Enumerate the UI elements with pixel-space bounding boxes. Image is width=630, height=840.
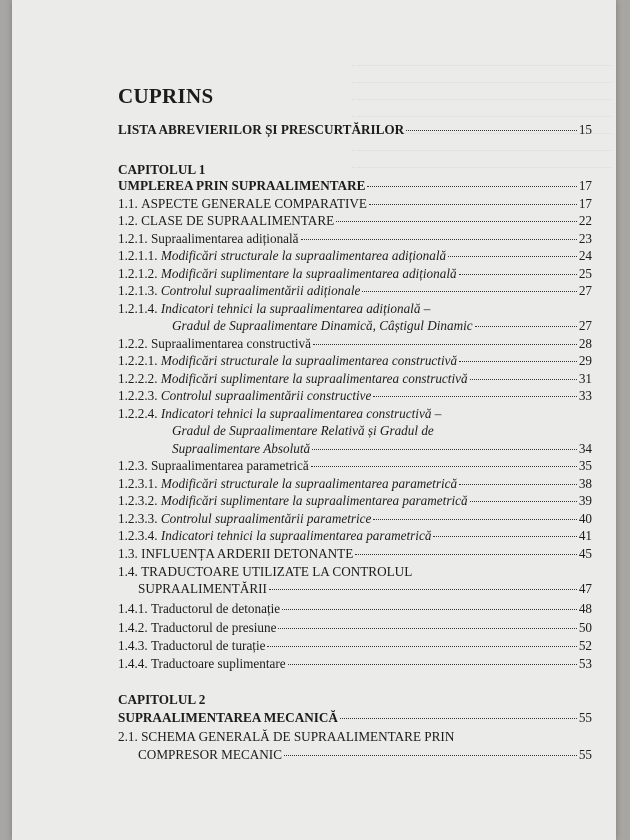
toc-entry-1-2-1[interactable] — [118, 231, 592, 247]
toc-page-number: 48 — [578, 601, 592, 616]
leader-dots — [459, 361, 577, 362]
chapter-heading-2: CAPITOLUL 2 — [118, 692, 206, 707]
leader-dots — [459, 274, 577, 275]
toc-entry-1-3[interactable] — [118, 546, 592, 562]
toc-page-number: 23 — [578, 231, 592, 246]
toc-entry-number: 1.2.1.3. — [118, 283, 158, 298]
toc-entry-1-4-1[interactable] — [118, 601, 592, 617]
leader-dots — [313, 344, 577, 345]
toc-page-number: 40 — [578, 511, 592, 526]
leader-dots — [267, 646, 576, 647]
toc-entry-abbreviations[interactable] — [118, 122, 592, 138]
toc-page-number: 27 — [578, 283, 592, 298]
toc-entry-1-4-4[interactable] — [118, 656, 592, 672]
toc-chapter-1-title[interactable] — [118, 178, 592, 194]
toc-entry-number: 1.2.2.2. — [118, 371, 158, 386]
toc-page-number: 24 — [578, 248, 592, 263]
toc-entry-text: Modificări suplimentare la supraalimentarea parametrică — [160, 493, 468, 508]
toc-page-number: 38 — [578, 476, 592, 491]
toc-entry-text: SUPRAALIMENTAREA MECANICĂ — [118, 710, 338, 725]
leader-dots — [312, 449, 577, 450]
toc-page-number: 25 — [578, 266, 592, 281]
toc-entry-number: 1.2.3.4. — [118, 528, 158, 543]
toc-entry-text: Supraalimentare Absolută — [172, 441, 311, 456]
toc-entry-number: 1.2.1. — [118, 231, 148, 246]
toc-page-number: 29 — [578, 353, 592, 368]
leader-dots — [448, 256, 577, 257]
toc-entry-text: TRADUCTOARE UTILIZATE LA CONTROLUL — [141, 564, 413, 579]
toc-entry-text: Supraalimentarea adițională — [150, 231, 299, 246]
toc-page-number: 31 — [578, 371, 592, 386]
toc-page-number: 28 — [578, 336, 592, 351]
leader-dots — [301, 239, 577, 240]
toc-entry-1-2-2-2[interactable] — [118, 371, 592, 387]
toc-page-number: 22 — [578, 213, 592, 228]
toc-page-number: 34 — [578, 441, 592, 456]
toc-page-number: 53 — [578, 656, 592, 671]
toc-entry-1-2-2-1[interactable] — [118, 353, 592, 369]
toc-entry-text: LISTA ABREVIERILOR ȘI PRESCURTĂRILOR — [118, 122, 405, 137]
toc-entry-text: Modificări suplimentare la supraalimentarea adițională — [160, 266, 457, 281]
leader-dots — [288, 664, 577, 665]
toc-entry-text: Modificări structurale la supraalimentarea adițională — [160, 248, 447, 263]
toc-entry-1-2-1-4[interactable] — [118, 301, 430, 317]
leader-dots — [278, 628, 576, 629]
toc-entry-1-4-2[interactable] — [118, 620, 592, 636]
toc-entry-number: 1.4.2. — [118, 620, 148, 635]
toc-entry-text: Traductoare suplimentare — [150, 656, 286, 671]
toc-entry-1-2-3-1[interactable] — [118, 476, 592, 492]
toc-page-number: 35 — [578, 458, 592, 473]
toc-page-number: 45 — [578, 546, 592, 561]
leader-dots — [282, 609, 577, 610]
toc-entry-1-2-2-4-cont2[interactable] — [172, 441, 592, 457]
toc-entry-1-2-1-4-cont[interactable] — [172, 318, 592, 334]
toc-entry-text: Controlul supraalimentării adiționale — [160, 283, 361, 298]
leader-dots — [433, 536, 576, 537]
leader-dots — [470, 501, 577, 502]
toc-entry-text: Traductorul de turație — [150, 638, 266, 653]
toc-entry-number: 1.2.3.2. — [118, 493, 158, 508]
toc-entry-text: ASPECTE GENERALE COMPARATIVE — [141, 196, 367, 211]
chapter-heading-1: CAPITOLUL 1 — [118, 162, 206, 177]
toc-entry-1-2-1-3[interactable] — [118, 283, 592, 299]
toc-entry-text: Gradul de Supraalimentare Dinamică, Câștigul Dinamic — [172, 318, 473, 333]
toc-entry-1-2-1-2[interactable] — [118, 266, 592, 282]
toc-entry-text: CLASE DE SUPRAALIMENTARE — [141, 213, 335, 228]
toc-entry-number: 1.4. — [118, 564, 138, 579]
toc-page-number: 39 — [578, 493, 592, 508]
toc-page-number: 17 — [578, 178, 592, 193]
leader-dots — [284, 755, 577, 756]
toc-entry-text: Controlul supraalimentării constructive — [160, 388, 372, 403]
toc-page-number: 27 — [578, 318, 592, 333]
toc-entry-number: 1.2.1.4. — [118, 301, 158, 316]
toc-entry-number: 1.2.2. — [118, 336, 148, 351]
toc-page-number: 17 — [578, 196, 592, 211]
toc-entry-1-2-2-4[interactable] — [118, 406, 441, 422]
toc-entry-1-2-3-2[interactable] — [118, 493, 592, 509]
toc-entry-1-2-3[interactable] — [118, 458, 592, 474]
toc-entry-text: SUPRAALIMENTĂRII — [138, 581, 267, 596]
toc-page-number: 15 — [578, 122, 592, 137]
toc-entry-2-1-cont[interactable] — [138, 747, 592, 763]
leader-dots — [311, 466, 577, 467]
toc-entry-text: Modificări structurale la supraalimentarea parametrică — [160, 476, 458, 491]
toc-entry-number: 1.2. — [118, 213, 138, 228]
page-title: CUPRINS — [118, 84, 214, 108]
toc-entry-text: SCHEMA GENERALĂ DE SUPRAALIMENTARE PRIN — [141, 729, 455, 744]
toc-page-number: 33 — [578, 388, 592, 403]
toc-entry-number: 1.2.1.1. — [118, 248, 158, 263]
toc-entry-text: Modificări suplimentare la supraalimentarea constructivă — [160, 371, 468, 386]
leader-dots — [340, 718, 577, 719]
toc-entry-text: Traductorul de presiune — [150, 620, 277, 635]
leader-dots — [373, 396, 576, 397]
toc-entry-text: Supraalimentarea parametrică — [150, 458, 309, 473]
toc-entry-number: 1.4.4. — [118, 656, 148, 671]
toc-entry-number: 1.2.3.1. — [118, 476, 158, 491]
leader-dots — [336, 221, 577, 222]
toc-page-number: 50 — [578, 620, 592, 635]
toc-entry-text: Indicatori tehnici la supraalimentarea parametrică — [160, 528, 432, 543]
toc-entry-number: 1.2.1.2. — [118, 266, 158, 281]
table-of-contents — [12, 0, 616, 840]
toc-entry-number: 1.2.2.4. — [118, 406, 158, 421]
toc-entry-1-1[interactable] — [118, 196, 592, 212]
leader-dots — [406, 130, 577, 131]
toc-entry-text: Modificări structurale la supraalimentarea constructivă — [160, 353, 458, 368]
toc-entry-number: 1.3. — [118, 546, 138, 561]
toc-entry-1-2-1-1[interactable] — [118, 248, 592, 264]
toc-page-number: 52 — [578, 638, 592, 653]
leader-dots — [470, 379, 577, 380]
leader-dots — [475, 326, 577, 327]
toc-page-number: 55 — [578, 710, 592, 725]
leader-dots — [369, 204, 577, 205]
toc-entry-1-4[interactable] — [118, 564, 412, 580]
toc-entry-1-2-2-4-cont1: Gradul de Supraalimentare Relativă și Gradul de — [172, 423, 434, 438]
toc-entry-1-2-3-3[interactable] — [118, 511, 592, 527]
toc-page-number: 41 — [578, 528, 592, 543]
toc-entry-number: 1.2.3. — [118, 458, 148, 473]
toc-entry-1-4-cont[interactable] — [138, 581, 592, 597]
toc-entry-number: 1.1. — [118, 196, 138, 211]
leader-dots — [269, 589, 577, 590]
leader-dots — [362, 291, 576, 292]
toc-page-number: 47 — [578, 581, 592, 596]
toc-entry-1-2-3-4[interactable] — [118, 528, 592, 544]
toc-entry-text: INFLUENȚA ARDERII DETONANTE — [141, 546, 354, 561]
book-page — [12, 0, 616, 840]
toc-entry-1-2-2-3[interactable] — [118, 388, 592, 404]
toc-entry-1-2[interactable] — [118, 213, 592, 229]
toc-entry-number: 1.4.3. — [118, 638, 148, 653]
toc-entry-1-4-3[interactable] — [118, 638, 592, 654]
toc-entry-number: 2.1. — [118, 729, 138, 744]
leader-dots — [367, 186, 576, 187]
toc-entry-text: COMPRESOR MECANIC — [138, 747, 282, 762]
leader-dots — [355, 554, 577, 555]
toc-entry-number: 1.4.1. — [118, 601, 148, 616]
toc-entry-text: Controlul supraalimentării parametrice — [160, 511, 372, 526]
toc-entry-number: 1.2.2.1. — [118, 353, 158, 368]
toc-page-number: 55 — [578, 747, 592, 762]
toc-chapter-2-title[interactable] — [118, 710, 592, 726]
toc-entry-text: Indicatori tehnici la supraalimentarea adițională – — [160, 301, 431, 316]
toc-entry-number: 1.2.3.3. — [118, 511, 158, 526]
toc-entry-1-2-2[interactable] — [118, 336, 592, 352]
toc-entry-text: Indicatori tehnici la supraalimentarea constructivă – — [160, 406, 442, 421]
toc-entry-text: Traductorul de detonație — [150, 601, 281, 616]
toc-entry-number: 1.2.2.3. — [118, 388, 158, 403]
leader-dots — [459, 484, 577, 485]
toc-entry-text: Supraalimentarea constructivă — [150, 336, 311, 351]
leader-dots — [373, 519, 576, 520]
toc-entry-text: UMPLEREA PRIN SUPRAALIMENTARE — [118, 178, 366, 193]
toc-entry-2-1[interactable] — [118, 729, 454, 745]
